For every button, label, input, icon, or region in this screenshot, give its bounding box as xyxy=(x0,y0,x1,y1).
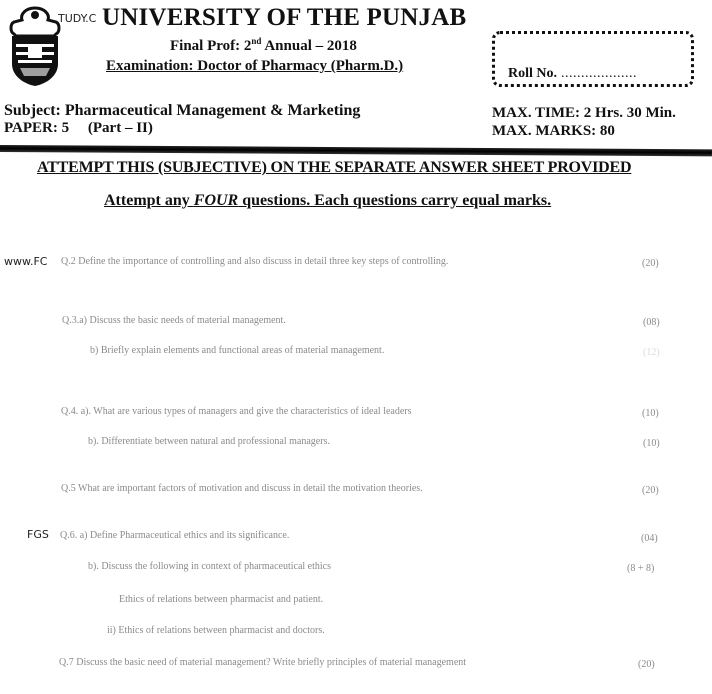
side-watermark-fgs: FGS xyxy=(27,528,49,541)
side-watermark-www: www.FC xyxy=(4,255,48,268)
instruction-attempt-prefix: Attempt any xyxy=(104,192,194,209)
question-6a: Q.6. a) Define Pharmaceutical ethics and its significance. xyxy=(60,530,290,541)
question-7-marks: (20) xyxy=(638,659,655,670)
exam-session-sup: nd xyxy=(251,36,262,46)
question-6b-i: Ethics of relations between pharmacist and patient. xyxy=(119,594,324,605)
exam-session-prefix: Final Prof: 2 xyxy=(170,38,252,54)
question-2: Q.2 Define the importance of controlling and also discuss in detail three key steps of controlling. xyxy=(61,256,449,267)
question-3a: Q.3.a) Discuss the basic needs of material management. xyxy=(62,315,286,326)
question-7: Q.7 Discuss the basic need of material management? Write briefly principles of material management xyxy=(59,657,467,668)
question-6b-ii: ii) Ethics of relations between pharmacist and doctors. xyxy=(107,625,325,636)
question-6b: b). Discuss the following in context of pharmaceutical ethics xyxy=(88,561,331,572)
university-crest-logo xyxy=(6,6,64,88)
question-2-marks: (20) xyxy=(642,258,659,269)
paper-line: PAPER: 5 (Part – II) xyxy=(4,120,153,136)
crest-icon xyxy=(6,6,64,88)
max-marks: MAX. MARKS: 80 xyxy=(492,123,615,139)
question-4a: Q.4. a). What are various types of managers and give the characteristics of ideal leaders xyxy=(61,406,412,417)
examination-name: Examination: Doctor of Pharmacy (Pharm.D.) xyxy=(106,58,404,74)
question-3b-marks: (12) xyxy=(643,347,660,358)
question-3b: b) Briefly explain elements and functional areas of material management. xyxy=(90,345,385,356)
instruction-attempt-emphasis: FOUR xyxy=(193,192,239,209)
instruction-attempt-suffix: questions. Each questions carry equal marks. xyxy=(238,192,552,209)
question-4b-marks: (10) xyxy=(643,438,660,449)
header-divider xyxy=(0,145,712,156)
university-title: UNIVERSITY OF THE PUNJAB xyxy=(102,4,467,31)
question-5-marks: (20) xyxy=(642,485,659,496)
question-6b-marks: (8 + 8) xyxy=(627,563,655,574)
instruction-answer-sheet: ATTEMPT THIS (SUBJECTIVE) ON THE SEPARATE ANSWER SHEET PROVIDED xyxy=(37,159,632,176)
question-5: Q.5 What are important factors of motivation and discuss in detail the motivation theories. xyxy=(61,483,423,494)
question-3a-marks: (08) xyxy=(643,317,660,328)
roll-number-field[interactable] xyxy=(508,66,637,82)
question-4b: b). Differentiate between natural and professional managers. xyxy=(88,436,330,447)
exam-session-suffix: Annual – 2018 xyxy=(261,38,357,54)
subject-line: Subject: Pharmaceutical Management & Marketing xyxy=(4,102,361,119)
roll-number-blank: ................... xyxy=(557,66,637,81)
question-4a-marks: (10) xyxy=(642,408,659,419)
roll-number-label: Roll No. xyxy=(508,66,557,81)
exam-session xyxy=(170,36,357,55)
instruction-attempt xyxy=(104,192,551,210)
question-6a-marks: (04) xyxy=(641,533,658,544)
watermark-text: TUDY.C xyxy=(58,12,97,25)
max-time: MAX. TIME: 2 Hrs. 30 Min. xyxy=(492,105,676,121)
